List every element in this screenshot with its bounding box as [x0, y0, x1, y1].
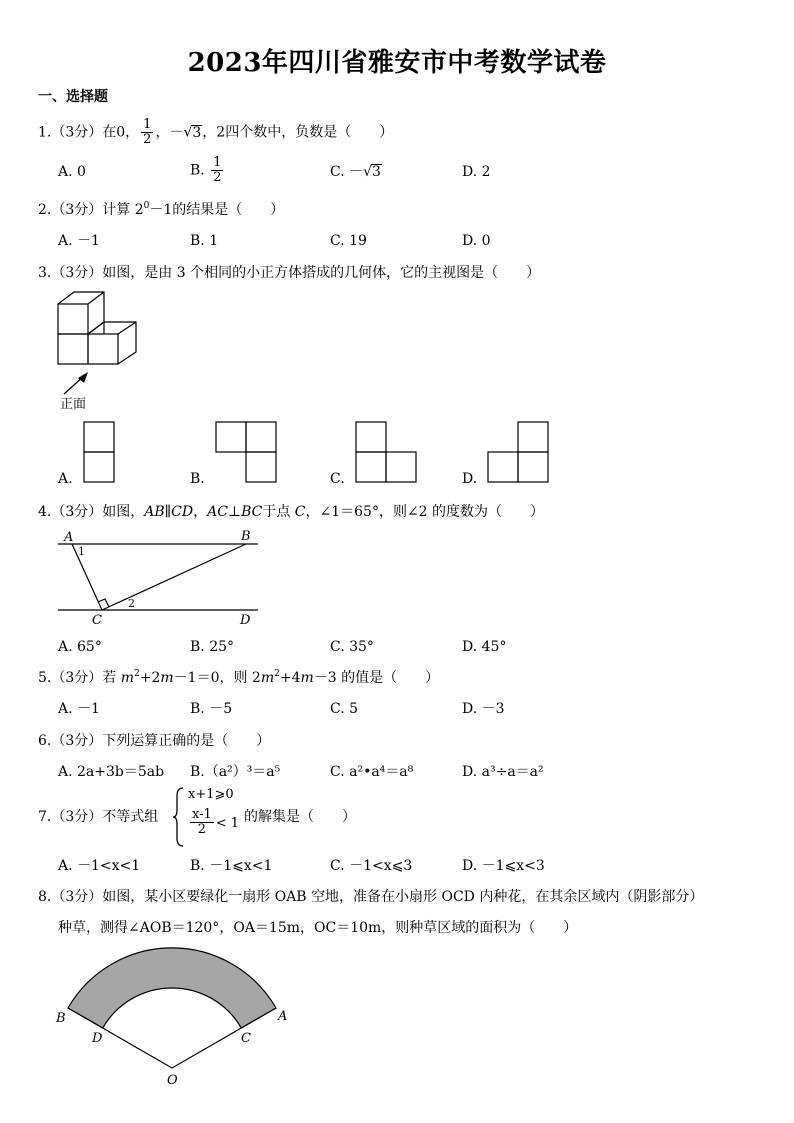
q1-option-a[interactable]: A. 0 — [58, 164, 86, 180]
q5-option-c[interactable]: C. 5 — [330, 701, 359, 717]
question-8-line-2: 种草，测得∠AOB＝120°，OA＝15m，OC＝10m，则种草区域的面积为（ ） — [58, 920, 578, 936]
q6-option-b[interactable]: B.（a²）³＝a⁵ — [190, 764, 281, 780]
q3-option-a-label[interactable]: A. — [58, 471, 73, 487]
question-2: 2.（3分）计算 $2^0-1$的结果是（ ） — [38, 201, 285, 218]
q8-label-d: D — [92, 1031, 103, 1046]
q6-option-d[interactable]: D. a³÷a＝a² — [462, 764, 544, 780]
q8-sector-figure — [50, 944, 300, 1088]
q8-label-o: O — [167, 1073, 178, 1088]
q3-option-d-label[interactable]: D. — [462, 471, 478, 487]
q2-option-a[interactable]: A. －1 — [58, 233, 100, 249]
q8-label-b: B — [56, 1011, 66, 1026]
q3-option-c-figure[interactable] — [354, 420, 420, 484]
q6-option-a[interactable]: A. 2a+3b＝5ab — [58, 764, 165, 780]
q5-option-b[interactable]: B. －5 — [190, 701, 233, 717]
question-1: 1.（3分）在0， $\frac{1}{2}$ ，－√3，2四个数中，负数是（ ） — [38, 117, 394, 147]
question-6: 6.（3分）下列运算正确的是（ ） — [38, 733, 271, 749]
q3-option-a-figure[interactable] — [82, 420, 118, 484]
q8-label-a: A — [278, 1009, 288, 1024]
q7-option-c[interactable]: C. －1<x⩽3 — [330, 858, 413, 874]
inequality-line-1: x+1⩾0 — [188, 787, 234, 802]
q5-option-a[interactable]: A. －1 — [58, 701, 100, 717]
q4-label-b: B — [241, 529, 251, 544]
q1-option-b[interactable]: B. $\frac{1}{2}$ — [190, 155, 222, 185]
page-title: 2023年四川省雅安市中考数学试卷 — [187, 48, 607, 78]
q3-option-b-figure[interactable] — [214, 420, 280, 484]
question-8-line-1: 8.（3分）如图，某小区要绿化一扇形 OAB 空地，准备在小扇形 OCD 内种花，在其余区域内（阴影部分） — [38, 889, 704, 905]
q4-option-d[interactable]: D. 45° — [462, 639, 507, 655]
q2-option-c[interactable]: C. 19 — [330, 233, 367, 249]
front-label: 正面 — [60, 397, 87, 412]
q3-option-c-label[interactable]: C. — [330, 471, 345, 487]
question-4: 4.（3分）如图，AB∥CD，AC⊥BC于点 C，∠1＝65°，则∠2 的度数为（ ） — [38, 504, 545, 520]
q1-option-d[interactable]: D. 2 — [462, 164, 491, 180]
q4-label-a: A — [64, 530, 74, 545]
q3-solid-figure — [50, 288, 150, 368]
q2-option-d[interactable]: D. 0 — [462, 233, 491, 249]
q2-option-b[interactable]: B. 1 — [190, 233, 219, 249]
q6-option-c[interactable]: C. a²•a⁴＝a⁸ — [330, 764, 414, 780]
q7-option-a[interactable]: A. －1<x<1 — [58, 858, 141, 874]
q3-option-b-label[interactable]: B. — [190, 471, 205, 487]
q4-angle-1: 1 — [78, 545, 85, 558]
question-7-stem-a: 7.（3分）不等式组 — [38, 809, 159, 825]
brace-icon — [172, 786, 186, 848]
q4-option-c[interactable]: C. 35° — [330, 639, 374, 655]
q4-parallel-lines-figure — [54, 528, 264, 628]
fraction: $\frac{1}{2}$ — [143, 117, 152, 147]
q4-option-a[interactable]: A. 65° — [58, 639, 102, 655]
q7-option-d[interactable]: D. －1⩽x<3 — [462, 858, 545, 874]
q7-option-b[interactable]: B. －1⩽x<1 — [190, 858, 273, 874]
q4-label-d: D — [240, 613, 251, 628]
question-3: 3.（3分）如图，是由 3 个相同的小正方体搭成的几何体，它的主视图是（ ） — [38, 265, 541, 281]
q4-option-b[interactable]: B. 25° — [190, 639, 235, 655]
inequality-line-2: $\frac{x-1}{2}$ < 1 — [192, 807, 240, 837]
question-5: 5.（3分）若 $m^2+2m-1=0$，则 $2m^2+4m-3$ 的值是（ ） — [38, 669, 440, 686]
section-heading: 一、选择题 — [38, 89, 108, 105]
q8-label-c: C — [241, 1031, 251, 1046]
q3-option-d-figure[interactable] — [486, 420, 552, 484]
q1-option-c[interactable]: C. －√3 — [330, 164, 381, 180]
question-7-stem-b: 的解集是（ ） — [244, 809, 356, 825]
q4-label-c: C — [92, 613, 102, 628]
q5-option-d[interactable]: D. －3 — [462, 701, 505, 717]
q4-angle-2: 2 — [128, 597, 135, 610]
